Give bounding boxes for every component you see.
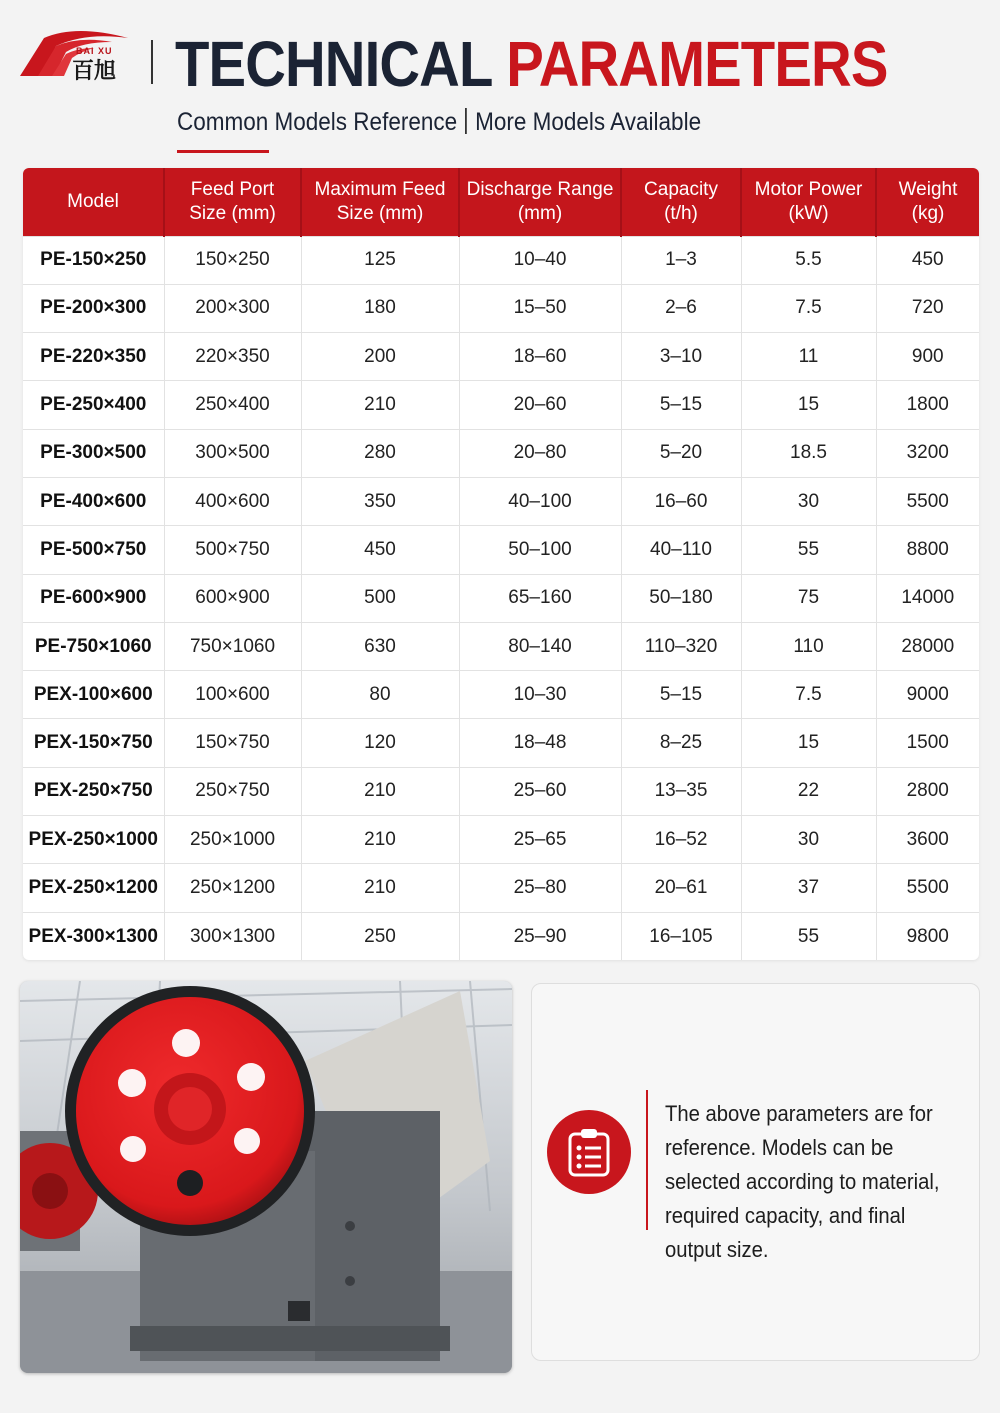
model-cell: PEX-100×600 <box>23 671 164 719</box>
table-cell: 5500 <box>876 864 979 912</box>
table-cell: 5500 <box>876 477 979 525</box>
column-header-line: Capacity <box>644 178 718 200</box>
table-cell: 220×350 <box>164 333 301 381</box>
table-cell: 15 <box>741 381 876 429</box>
table-cell: 40–110 <box>621 526 741 574</box>
table-cell: 300×1300 <box>164 912 301 960</box>
table-cell: 450 <box>301 526 459 574</box>
page-header <box>0 0 1000 165</box>
table-cell: 50–100 <box>459 526 621 574</box>
table-cell: 13–35 <box>621 767 741 815</box>
table-row <box>23 816 979 864</box>
table-cell: 400×600 <box>164 477 301 525</box>
table-cell: 200×300 <box>164 284 301 332</box>
model-cell: PE-750×1060 <box>23 622 164 670</box>
table-cell: 15–50 <box>459 284 621 332</box>
table-cell: 250×1000 <box>164 816 301 864</box>
table-row <box>23 236 979 284</box>
note-text: The above parameters are for reference. Models can be selected according to material, required capacity, and final output size. <box>665 1101 940 1262</box>
table-cell: 37 <box>741 864 876 912</box>
table-cell: 9000 <box>876 671 979 719</box>
table-cell: 9800 <box>876 912 979 960</box>
table-cell: 500×750 <box>164 526 301 574</box>
brand-latin-name: BAI XU <box>76 46 113 56</box>
table-row <box>23 284 979 332</box>
column-header-line: Discharge Range <box>466 178 614 200</box>
page-title <box>175 28 887 100</box>
jaw-crusher-image <box>20 981 512 1373</box>
model-cell: PEX-300×1300 <box>23 912 164 960</box>
table-cell: 500 <box>301 574 459 622</box>
header-row <box>23 168 979 236</box>
table-cell: 350 <box>301 477 459 525</box>
jaw-crusher-photo <box>20 981 512 1373</box>
column-header-line: (mm) <box>517 202 563 224</box>
table-cell: 20–61 <box>621 864 741 912</box>
table-cell: 25–65 <box>459 816 621 864</box>
table-cell: 210 <box>301 816 459 864</box>
table-cell: 600×900 <box>164 574 301 622</box>
model-cell: PE-600×900 <box>23 574 164 622</box>
column-header <box>741 168 876 236</box>
table-cell: 20–60 <box>459 381 621 429</box>
table-cell: 1800 <box>876 381 979 429</box>
table-cell: 3200 <box>876 429 979 477</box>
table-body <box>23 236 979 960</box>
table-row <box>23 671 979 719</box>
table-cell: 55 <box>741 912 876 960</box>
parameters-table-card <box>23 168 979 960</box>
table-cell: 14000 <box>876 574 979 622</box>
table-cell: 2–6 <box>621 284 741 332</box>
table-cell: 200 <box>301 333 459 381</box>
table-cell: 150×750 <box>164 719 301 767</box>
column-header <box>459 168 621 236</box>
column-header-line: Size (mm) <box>336 202 424 224</box>
model-cell: PEX-250×750 <box>23 767 164 815</box>
table-cell: 25–80 <box>459 864 621 912</box>
table-row <box>23 429 979 477</box>
table-cell: 100×600 <box>164 671 301 719</box>
table-cell: 28000 <box>876 622 979 670</box>
column-header-line: Maximum Feed <box>314 178 446 200</box>
column-header-line: Model <box>67 190 119 212</box>
model-cell: PE-300×500 <box>23 429 164 477</box>
table-row <box>23 477 979 525</box>
table-cell: 22 <box>741 767 876 815</box>
table-cell: 25–90 <box>459 912 621 960</box>
table-cell: 16–105 <box>621 912 741 960</box>
table-cell: 16–52 <box>621 816 741 864</box>
table-cell: 8800 <box>876 526 979 574</box>
table-row <box>23 333 979 381</box>
column-header-line: (t/h) <box>664 202 698 224</box>
column-header <box>164 168 301 236</box>
table-cell: 15 <box>741 719 876 767</box>
column-header <box>301 168 459 236</box>
table-row <box>23 719 979 767</box>
table-cell: 5–20 <box>621 429 741 477</box>
table-row <box>23 864 979 912</box>
table-header <box>23 168 979 236</box>
note-accent-bar <box>646 1090 648 1230</box>
model-cell: PE-250×400 <box>23 381 164 429</box>
table-cell: 2800 <box>876 767 979 815</box>
table-cell: 110 <box>741 622 876 670</box>
table-cell: 7.5 <box>741 671 876 719</box>
table-cell: 5.5 <box>741 236 876 284</box>
column-header <box>876 168 979 236</box>
table-cell: 210 <box>301 864 459 912</box>
table-cell: 30 <box>741 816 876 864</box>
column-header-line: Motor Power <box>754 178 863 200</box>
table-cell: 18–60 <box>459 333 621 381</box>
table-cell: 630 <box>301 622 459 670</box>
table-cell: 280 <box>301 429 459 477</box>
table-cell: 25–60 <box>459 767 621 815</box>
table-row <box>23 622 979 670</box>
table-cell: 18.5 <box>741 429 876 477</box>
table-cell: 900 <box>876 333 979 381</box>
column-header-line: Size (mm) <box>189 202 276 224</box>
table-cell: 10–30 <box>459 671 621 719</box>
table-cell: 120 <box>301 719 459 767</box>
table-row <box>23 574 979 622</box>
model-cell: PE-220×350 <box>23 333 164 381</box>
model-cell: PEX-150×750 <box>23 719 164 767</box>
table-cell: 110–320 <box>621 622 741 670</box>
reference-note-card <box>531 983 980 1361</box>
table-cell: 80 <box>301 671 459 719</box>
brand-logo <box>16 24 136 84</box>
title-part-technical: TECHNICAL <box>175 28 492 100</box>
table-cell: 180 <box>301 284 459 332</box>
table-cell: 16–60 <box>621 477 741 525</box>
table-cell: 3–10 <box>621 333 741 381</box>
model-cell: PE-500×750 <box>23 526 164 574</box>
table-cell: 150×250 <box>164 236 301 284</box>
table-cell: 3600 <box>876 816 979 864</box>
model-cell: PEX-250×1200 <box>23 864 164 912</box>
model-cell: PE-150×250 <box>23 236 164 284</box>
model-cell: PE-200×300 <box>23 284 164 332</box>
table-cell: 750×1060 <box>164 622 301 670</box>
table-cell: 250 <box>301 912 459 960</box>
clipboard-list-icon <box>547 1110 631 1194</box>
model-cell: PE-400×600 <box>23 477 164 525</box>
table-cell: 1500 <box>876 719 979 767</box>
subtitle-right: More Models Available <box>475 108 702 136</box>
table-cell: 250×1200 <box>164 864 301 912</box>
column-header <box>621 168 741 236</box>
subtitle-separator <box>465 108 467 134</box>
table-cell: 80–140 <box>459 622 621 670</box>
page-subtitle <box>177 108 701 137</box>
table-cell: 1–3 <box>621 236 741 284</box>
table-cell: 11 <box>741 333 876 381</box>
table-cell: 18–48 <box>459 719 621 767</box>
table-cell: 210 <box>301 381 459 429</box>
table-cell: 250×400 <box>164 381 301 429</box>
table-cell: 720 <box>876 284 979 332</box>
column-header <box>23 168 164 236</box>
column-header-line: Weight <box>898 178 958 200</box>
table-cell: 7.5 <box>741 284 876 332</box>
header-divider <box>151 40 153 84</box>
table-cell: 450 <box>876 236 979 284</box>
table-cell: 50–180 <box>621 574 741 622</box>
column-header-line: (kg) <box>911 202 945 224</box>
table-row <box>23 767 979 815</box>
title-part-parameters: PARAMETERS <box>506 28 888 100</box>
table-row <box>23 912 979 960</box>
table-cell: 30 <box>741 477 876 525</box>
table-cell: 55 <box>741 526 876 574</box>
table-cell: 5–15 <box>621 381 741 429</box>
table-cell: 300×500 <box>164 429 301 477</box>
parameters-table <box>23 168 979 960</box>
column-header-line: Feed Port <box>190 178 275 200</box>
table-cell: 125 <box>301 236 459 284</box>
table-cell: 10–40 <box>459 236 621 284</box>
table-cell: 210 <box>301 767 459 815</box>
table-row <box>23 381 979 429</box>
table-cell: 5–15 <box>621 671 741 719</box>
table-cell: 8–25 <box>621 719 741 767</box>
table-cell: 20–80 <box>459 429 621 477</box>
subtitle-left: Common Models Reference <box>177 108 458 136</box>
table-cell: 65–160 <box>459 574 621 622</box>
table-row <box>23 526 979 574</box>
subtitle-underline <box>177 150 269 153</box>
table-cell: 75 <box>741 574 876 622</box>
brand-cjk-name: 百旭 <box>72 58 117 83</box>
column-header-line: (kW) <box>788 202 829 224</box>
model-cell: PEX-250×1000 <box>23 816 164 864</box>
table-cell: 250×750 <box>164 767 301 815</box>
table-cell: 40–100 <box>459 477 621 525</box>
